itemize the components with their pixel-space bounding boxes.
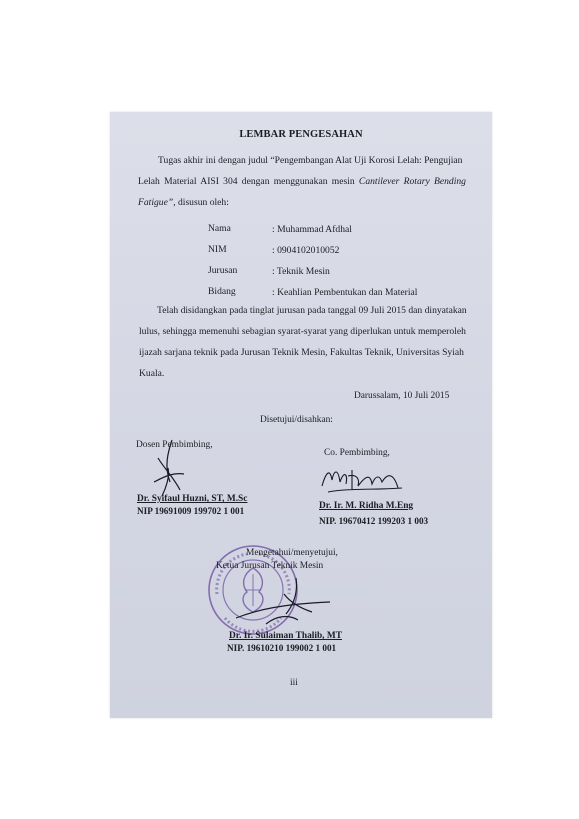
intro-line-2: [138, 171, 466, 192]
field-label-jurusan: Jurusan: [208, 265, 238, 276]
head-role: Ketua Jurusan Teknik Mesin: [216, 561, 324, 571]
body-line-1: Telah disidangkan pada tinglat jurusan pada tanggal 09 Juli 2015 dan dinyatakan: [157, 305, 467, 316]
supervisor-2-signature: [318, 462, 408, 496]
document-page: [110, 112, 492, 718]
head-nip: NIP. 19610210 199002 1 001: [227, 643, 337, 653]
intro-line-2-italic: Cantilever Rotary Bending: [358, 176, 466, 187]
supervisor-1-signature: [150, 438, 190, 500]
body-line-4: Kuala.: [139, 368, 165, 379]
field-value-nama: : Muhammad Afdhal: [272, 224, 352, 235]
field-label-nama: Nama: [208, 223, 231, 234]
intro-line-3: [138, 192, 229, 213]
field-label-bidang: Bidang: [208, 286, 236, 297]
field-value-bidang: : Keahlian Pembentukan dan Material: [272, 287, 418, 298]
approval-label: Disetujui/disahkan:: [260, 415, 333, 425]
head-name: Dr. Ir. Sulaiman Thalib, MT: [229, 631, 342, 641]
intro-line-1: Tugas akhir ini dengan judul “Pengembangan Alat Uji Korosi Lelah: Pengujian: [158, 155, 463, 166]
page-number: iii: [290, 678, 298, 688]
head-signature: [226, 574, 336, 630]
field-value-jurusan: : Teknik Mesin: [272, 266, 330, 277]
intro-line-2-text: Lelah Material AISI 304 dengan menggunakan mesin: [138, 176, 355, 187]
supervisor-1-role: Dosen Pembimbing,: [136, 440, 213, 450]
body-line-2: lulus, sehingga memenuhi sebagian syarat-syarat yang diperlukan untuk memperoleh: [139, 326, 466, 337]
place-date: Darussalam, 10 Juli 2015: [354, 391, 450, 401]
intro-line-3-italic: Fatigue”: [138, 197, 174, 208]
intro-line-3-text: , disusun oleh:: [173, 197, 229, 208]
supervisor-2-name: Dr. Ir. M. Ridha M.Eng: [319, 501, 414, 511]
supervisor-1-nip: NIP 19691009 199702 1 001: [137, 506, 245, 516]
field-label-nim: NIM: [208, 244, 227, 255]
body-line-3: ijazah sarjana teknik pada Jurusan Teknik Mesin, Fakultas Teknik, Universitas Syiah: [139, 347, 464, 358]
head-approval-label: Mengetahui/menyetujui,: [246, 548, 338, 558]
supervisor-1-name: Dr. Syifaul Huzni, ST, M.Sc: [137, 494, 248, 504]
field-value-nim: : 0904102010052: [272, 245, 340, 256]
document-title: LEMBAR PENGESAHAN: [239, 129, 363, 140]
supervisor-2-nip: NIP. 19670412 199203 1 003: [319, 516, 429, 526]
supervisor-2-role: Co. Pembimbing,: [324, 448, 390, 458]
